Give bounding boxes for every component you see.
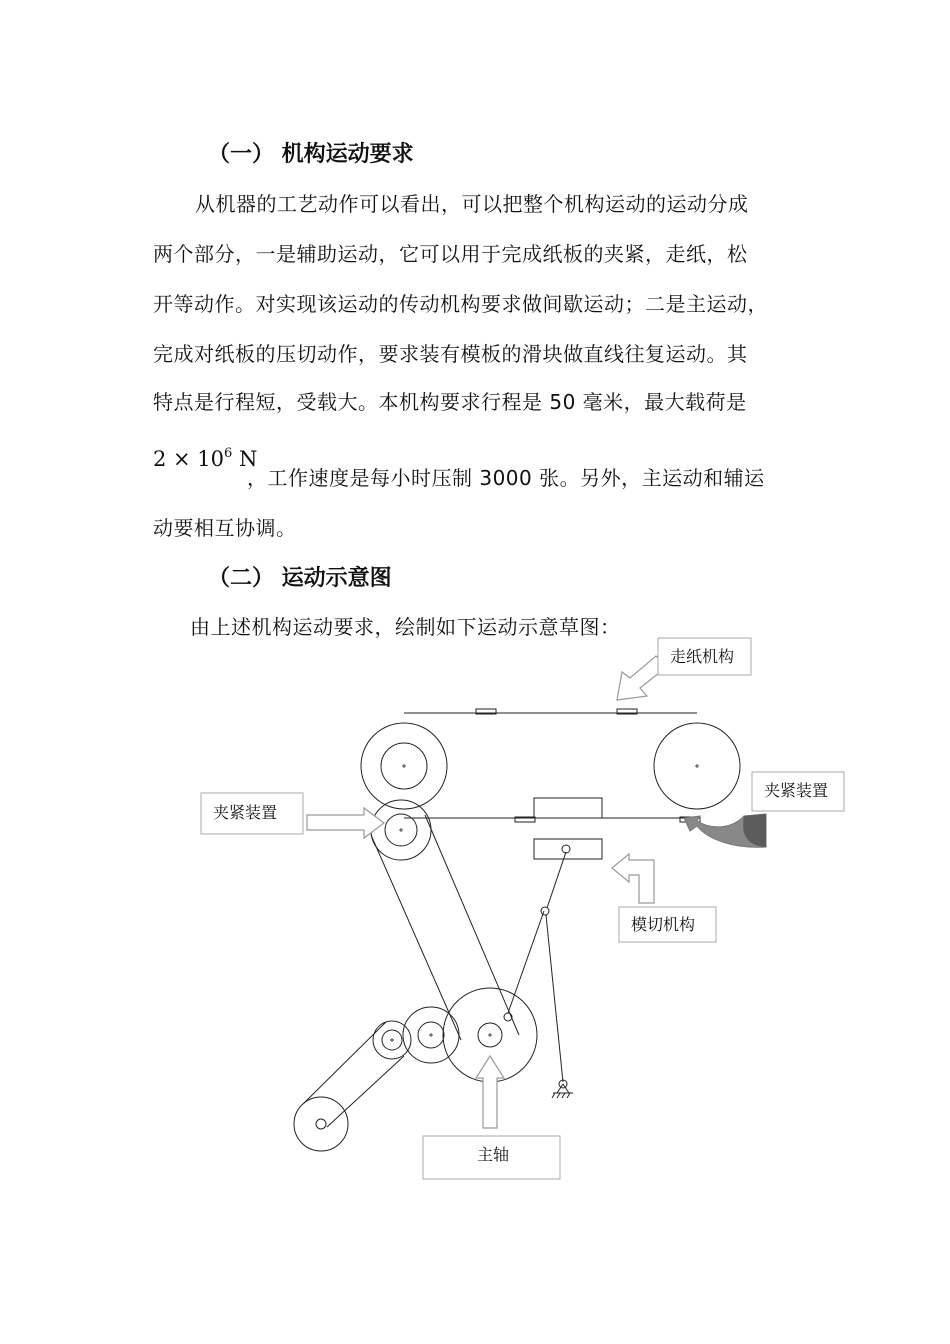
label-clamp-right: 夹紧装置	[764, 781, 829, 800]
label-paper-feed: 走纸机构	[670, 647, 735, 666]
paragraph-line-2: 两个部分，一是辅助运动，它可以用于完成纸板的夹紧，走纸，松	[153, 242, 748, 266]
arrow-clamp-left-icon	[307, 808, 384, 838]
chain-left	[371, 835, 461, 1040]
diagram-intro: 由上述机构运动要求，绘制如下运动示意草图：	[190, 615, 621, 639]
label-die-cut: 模切机构	[631, 915, 696, 934]
die-slider	[534, 839, 602, 859]
paragraph-line-5: 特点是行程短，受载大。本机构要求行程是 50 毫米，最大载荷是	[153, 390, 747, 414]
paragraph-line-3: 开等动作。对实现该运动的传动机构要求做间歇运动；二是主运动，	[153, 292, 768, 316]
paragraph-line-7: 动要相互协调。	[153, 516, 297, 540]
rocker-rod	[546, 915, 563, 1082]
arrow-main-shaft-icon	[476, 1056, 504, 1128]
arrow-die-cut-icon	[612, 854, 654, 903]
label-clamp-left: 夹紧装置	[213, 803, 278, 822]
drive-belt-lower	[327, 1056, 404, 1127]
upper-platen	[534, 798, 602, 818]
drive-belt-upper	[303, 1022, 386, 1104]
link-upper	[547, 852, 566, 908]
section-2-heading: （二） 运动示意图	[208, 566, 392, 591]
joint-slider	[562, 845, 570, 853]
motor-pulley-inner	[316, 1119, 326, 1129]
formula-unit: N	[232, 447, 258, 471]
paragraph-line-1: 从机器的工艺动作可以看出，可以把整个机构运动的运动分成	[195, 192, 749, 216]
section-1-heading: （一） 机构运动要求	[208, 142, 414, 167]
label-main-shaft: 主轴	[477, 1145, 510, 1164]
joint-middle	[541, 907, 549, 915]
ground-pivot-left	[557, 1084, 563, 1093]
motor-pulley-outer	[294, 1097, 348, 1151]
paragraph-line-6: ，工作速度是每小时压制 3000 张。另外，主运动和辅运	[247, 466, 765, 490]
chain-right	[425, 815, 519, 1035]
formula-base: 2 × 10	[153, 447, 225, 471]
paragraph-line-4: 完成对纸板的压切动作，要求装有模板的滑块做直线往复运动。其	[153, 342, 748, 366]
formula-exponent: 6	[224, 446, 233, 461]
crank-rod	[508, 911, 544, 1013]
ground-pivot-right	[563, 1084, 569, 1093]
